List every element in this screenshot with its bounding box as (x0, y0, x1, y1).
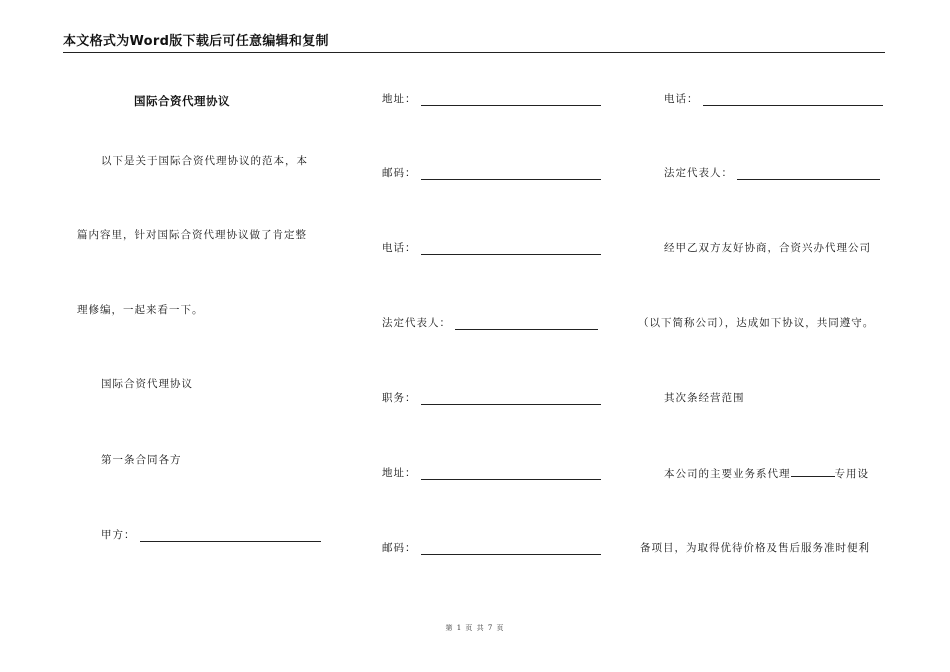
blank-line (421, 393, 601, 405)
paragraph-line: 经甲乙双方友好协商，合资兴办代理公司 (664, 242, 871, 254)
blank-line (421, 94, 601, 106)
legal-representative-field (664, 166, 880, 180)
field-label: 邮码： (382, 542, 417, 554)
blank-line (421, 243, 601, 255)
blank-line (421, 468, 601, 480)
page-number: 第 1 页 共 7 页 (445, 624, 505, 632)
blank-line (703, 94, 883, 106)
field-label: 法定代表人： (382, 317, 451, 329)
paragraph-line: 以下是关于国际合资代理协议的范本，本 (101, 155, 308, 167)
phone-field (664, 92, 883, 106)
phone-field (382, 241, 601, 255)
address-field (382, 92, 601, 106)
paragraph-line: 备项目，为取得优待价格及售后服务准时便利 (640, 542, 870, 554)
party-a-field (101, 528, 321, 542)
paragraph-line (664, 466, 869, 481)
legal-representative-field (382, 316, 598, 330)
field-label: 法定代表人： (664, 167, 733, 179)
paragraph-line: （以下简称公司），达成如下协议，共同遵守。 (638, 317, 875, 329)
field-label: 职务： (382, 392, 417, 404)
address-field (382, 466, 601, 480)
field-label: 甲方： (101, 529, 136, 541)
article-heading: 第一条合同各方 (101, 454, 182, 466)
blank-line (421, 543, 601, 555)
blank-line (791, 466, 835, 477)
column-2 (382, 0, 602, 672)
field-label: 地址： (382, 93, 417, 105)
blank-line (455, 318, 598, 330)
postcode-field (382, 541, 601, 555)
position-field (382, 391, 601, 405)
column-3 (638, 0, 883, 672)
doc-title: 国际合资代理协议 (134, 94, 230, 108)
blank-line (421, 168, 601, 180)
field-label: 电话： (382, 242, 417, 254)
column-1 (77, 0, 317, 672)
article-heading: 其次条经营范围 (664, 392, 745, 404)
text-segment: 本公司的主要业务系代理 (664, 468, 791, 480)
text-segment: 专用设 (834, 468, 869, 480)
field-label: 电话： (664, 93, 699, 105)
postcode-field (382, 166, 601, 180)
field-label: 地址： (382, 467, 417, 479)
field-label: 邮码： (382, 167, 417, 179)
section-heading: 国际合资代理协议 (101, 378, 193, 390)
paragraph-line: 篇内容里，针对国际合资代理协议做了肯定整 (77, 229, 307, 241)
blank-line (737, 168, 880, 180)
blank-line (140, 530, 321, 542)
paragraph-line: 理修编，一起来看一下。 (77, 304, 204, 316)
document-header: 本文格式为Word版下载后可任意编辑和复制 (63, 34, 329, 49)
